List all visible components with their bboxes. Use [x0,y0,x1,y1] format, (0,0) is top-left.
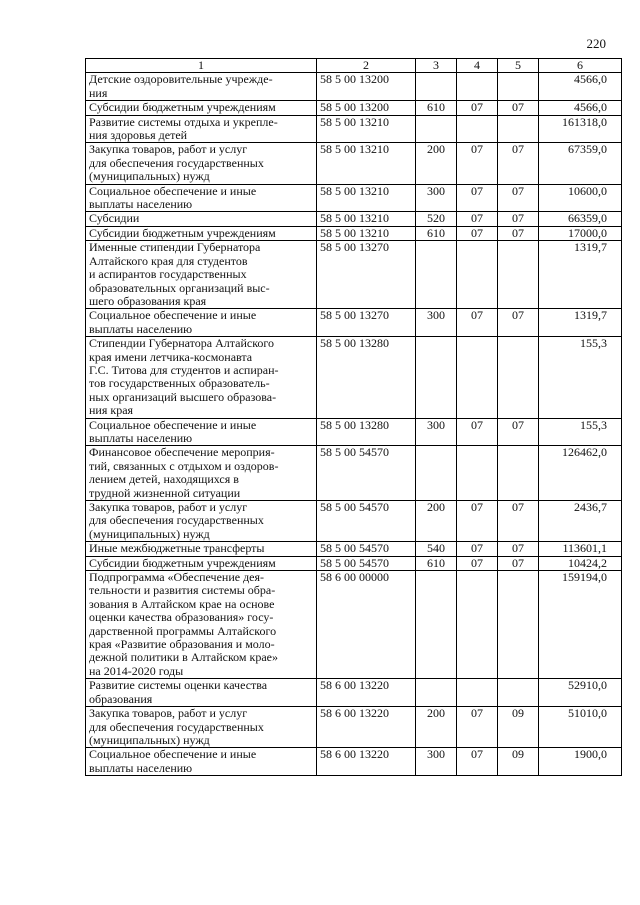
row-col3-cell: 610 [416,226,457,240]
row-sum-cell: 1900,0 [539,748,622,776]
row-col3-cell: 300 [416,184,457,212]
row-sum-cell: 10600,0 [539,184,622,212]
row-col5-cell: 07 [498,309,539,337]
column-header: 1 [86,59,317,73]
row-code-cell: 58 6 00 13220 [317,707,416,748]
row-sum-cell: 4566,0 [539,73,622,101]
row-col4-cell: 07 [457,501,498,542]
row-code-cell: 58 5 00 13200 [317,101,416,115]
row-name-cell: Закупка товаров, работ и услуг для обеспечения государственных (муниципальных) нужд [86,707,317,748]
row-col4-cell [457,679,498,707]
row-col4-cell: 07 [457,707,498,748]
row-col5-cell [498,446,539,501]
row-name-cell: Социальное обеспечение и иные выплаты населению [86,309,317,337]
column-header: 6 [539,59,622,73]
row-col3-cell [416,679,457,707]
row-name-cell: Субсидии бюджетным учреждениям [86,101,317,115]
row-col5-cell: 07 [498,143,539,184]
row-code-cell: 58 5 00 13210 [317,226,416,240]
row-name-cell: Закупка товаров, работ и услуг для обеспечения государственных (муниципальных) нужд [86,501,317,542]
row-col4-cell: 07 [457,542,498,556]
row-code-cell: 58 5 00 13200 [317,73,416,101]
table-row [86,501,622,542]
row-col3-cell [416,115,457,143]
row-sum-cell: 161318,0 [539,115,622,143]
row-col4-cell [457,73,498,101]
row-col4-cell: 07 [457,226,498,240]
row-col5-cell: 07 [498,212,539,226]
row-name-cell: Субсидии бюджетным учреждениям [86,226,317,240]
row-col5-cell [498,115,539,143]
row-col3-cell: 200 [416,143,457,184]
row-col3-cell: 540 [416,542,457,556]
row-col5-cell: 09 [498,748,539,776]
table-row [86,337,622,418]
table-row [86,309,622,337]
row-col3-cell: 200 [416,501,457,542]
row-code-cell: 58 5 00 13270 [317,241,416,309]
row-code-cell: 58 6 00 13220 [317,679,416,707]
table-row [86,707,622,748]
table-row [86,446,622,501]
table-row [86,73,622,101]
row-name-cell: Субсидии [86,212,317,226]
row-col5-cell: 07 [498,226,539,240]
column-header: 4 [457,59,498,73]
row-name-cell: Подпрограмма «Обеспечение дея- тельности и развития системы обра- зования в Алтайском крае на основе оценки качества образования» госу- дарственной программы Алтайского края «Развитие образования и моло- дежной политики в Алтайском крае» на 2014-2020 годы [86,571,317,679]
row-name-cell: Детские оздоровительные учрежде- ния [86,73,317,101]
row-code-cell: 58 5 00 13280 [317,418,416,446]
row-name-cell: Субсидии бюджетным учреждениям [86,556,317,570]
table-row [86,212,622,226]
row-col4-cell: 07 [457,309,498,337]
row-col3-cell [416,571,457,679]
row-code-cell: 58 5 00 13210 [317,143,416,184]
column-header: 2 [317,59,416,73]
row-code-cell: 58 5 00 54570 [317,556,416,570]
row-sum-cell: 126462,0 [539,446,622,501]
row-col3-cell [416,446,457,501]
row-sum-cell: 67359,0 [539,143,622,184]
row-col3-cell [416,337,457,418]
row-col5-cell: 07 [498,418,539,446]
row-col4-cell: 07 [457,101,498,115]
budget-table [85,58,622,776]
row-col3-cell: 300 [416,418,457,446]
row-name-cell: Социальное обеспечение и иные выплаты населению [86,748,317,776]
row-sum-cell: 51010,0 [539,707,622,748]
row-code-cell: 58 5 00 13210 [317,115,416,143]
row-sum-cell: 2436,7 [539,501,622,542]
column-header: 5 [498,59,539,73]
table-row [86,143,622,184]
table-row [86,101,622,115]
table-row [86,571,622,679]
row-sum-cell: 1319,7 [539,241,622,309]
row-name-cell: Социальное обеспечение и иные выплаты населению [86,418,317,446]
row-name-cell: Социальное обеспечение и иные выплаты населению [86,184,317,212]
row-col5-cell [498,241,539,309]
row-code-cell: 58 5 00 54570 [317,501,416,542]
row-col3-cell: 300 [416,748,457,776]
row-col4-cell: 07 [457,748,498,776]
row-col5-cell [498,679,539,707]
row-code-cell: 58 5 00 54570 [317,542,416,556]
row-col4-cell [457,115,498,143]
row-col3-cell: 610 [416,556,457,570]
row-col3-cell: 520 [416,212,457,226]
table-header-row [86,59,622,73]
row-name-cell: Финансовое обеспечение мероприя- тий, связанных с отдыхом и оздоров- лением детей, находящихся в трудной жизненной ситуации [86,446,317,501]
table-row [86,115,622,143]
row-col5-cell [498,337,539,418]
row-col4-cell [457,337,498,418]
row-sum-cell: 66359,0 [539,212,622,226]
table-row [86,241,622,309]
row-name-cell: Иные межбюджетные трансферты [86,542,317,556]
row-sum-cell: 1319,7 [539,309,622,337]
row-sum-cell: 4566,0 [539,101,622,115]
table-row [86,226,622,240]
table-row [86,556,622,570]
row-col5-cell: 07 [498,184,539,212]
row-name-cell: Стипендии Губернатора Алтайского края имени летчика-космонавта Г.С. Титова для студентов и аспиран- тов государственных образователь- ных организаций высшего образова- ния края [86,337,317,418]
row-col5-cell [498,571,539,679]
column-header: 3 [416,59,457,73]
row-name-cell: Именные стипендии Губернатора Алтайского края для студентов и аспирантов государственных образовательных организаций выс- шего образования края [86,241,317,309]
row-col4-cell: 07 [457,418,498,446]
row-col4-cell [457,571,498,679]
row-col3-cell: 300 [416,309,457,337]
row-sum-cell: 113601,1 [539,542,622,556]
table-row [86,748,622,776]
row-col4-cell: 07 [457,184,498,212]
row-col4-cell [457,446,498,501]
row-col5-cell: 07 [498,542,539,556]
row-col3-cell: 610 [416,101,457,115]
row-col5-cell: 07 [498,556,539,570]
row-code-cell: 58 6 00 00000 [317,571,416,679]
table-row [86,542,622,556]
row-name-cell: Закупка товаров, работ и услуг для обеспечения государственных (муниципальных) нужд [86,143,317,184]
row-col3-cell: 200 [416,707,457,748]
row-sum-cell: 10424,2 [539,556,622,570]
row-sum-cell: 52910,0 [539,679,622,707]
row-col4-cell: 07 [457,143,498,184]
row-col4-cell: 07 [457,556,498,570]
table-row [86,679,622,707]
row-code-cell: 58 5 00 13210 [317,184,416,212]
row-sum-cell: 159194,0 [539,571,622,679]
row-code-cell: 58 6 00 13220 [317,748,416,776]
row-name-cell: Развитие системы отдыха и укрепле- ния здоровья детей [86,115,317,143]
row-col5-cell: 07 [498,501,539,542]
table-row [86,418,622,446]
row-name-cell: Развитие системы оценки качества образования [86,679,317,707]
row-code-cell: 58 5 00 13270 [317,309,416,337]
row-col3-cell [416,73,457,101]
row-col5-cell: 09 [498,707,539,748]
row-col5-cell: 07 [498,101,539,115]
row-sum-cell: 155,3 [539,337,622,418]
row-code-cell: 58 5 00 13280 [317,337,416,418]
row-col3-cell [416,241,457,309]
row-col4-cell: 07 [457,212,498,226]
table-row [86,184,622,212]
row-col5-cell [498,73,539,101]
row-col4-cell [457,241,498,309]
row-sum-cell: 17000,0 [539,226,622,240]
row-code-cell: 58 5 00 54570 [317,446,416,501]
row-code-cell: 58 5 00 13210 [317,212,416,226]
page-number: 220 [586,36,606,51]
row-sum-cell: 155,3 [539,418,622,446]
